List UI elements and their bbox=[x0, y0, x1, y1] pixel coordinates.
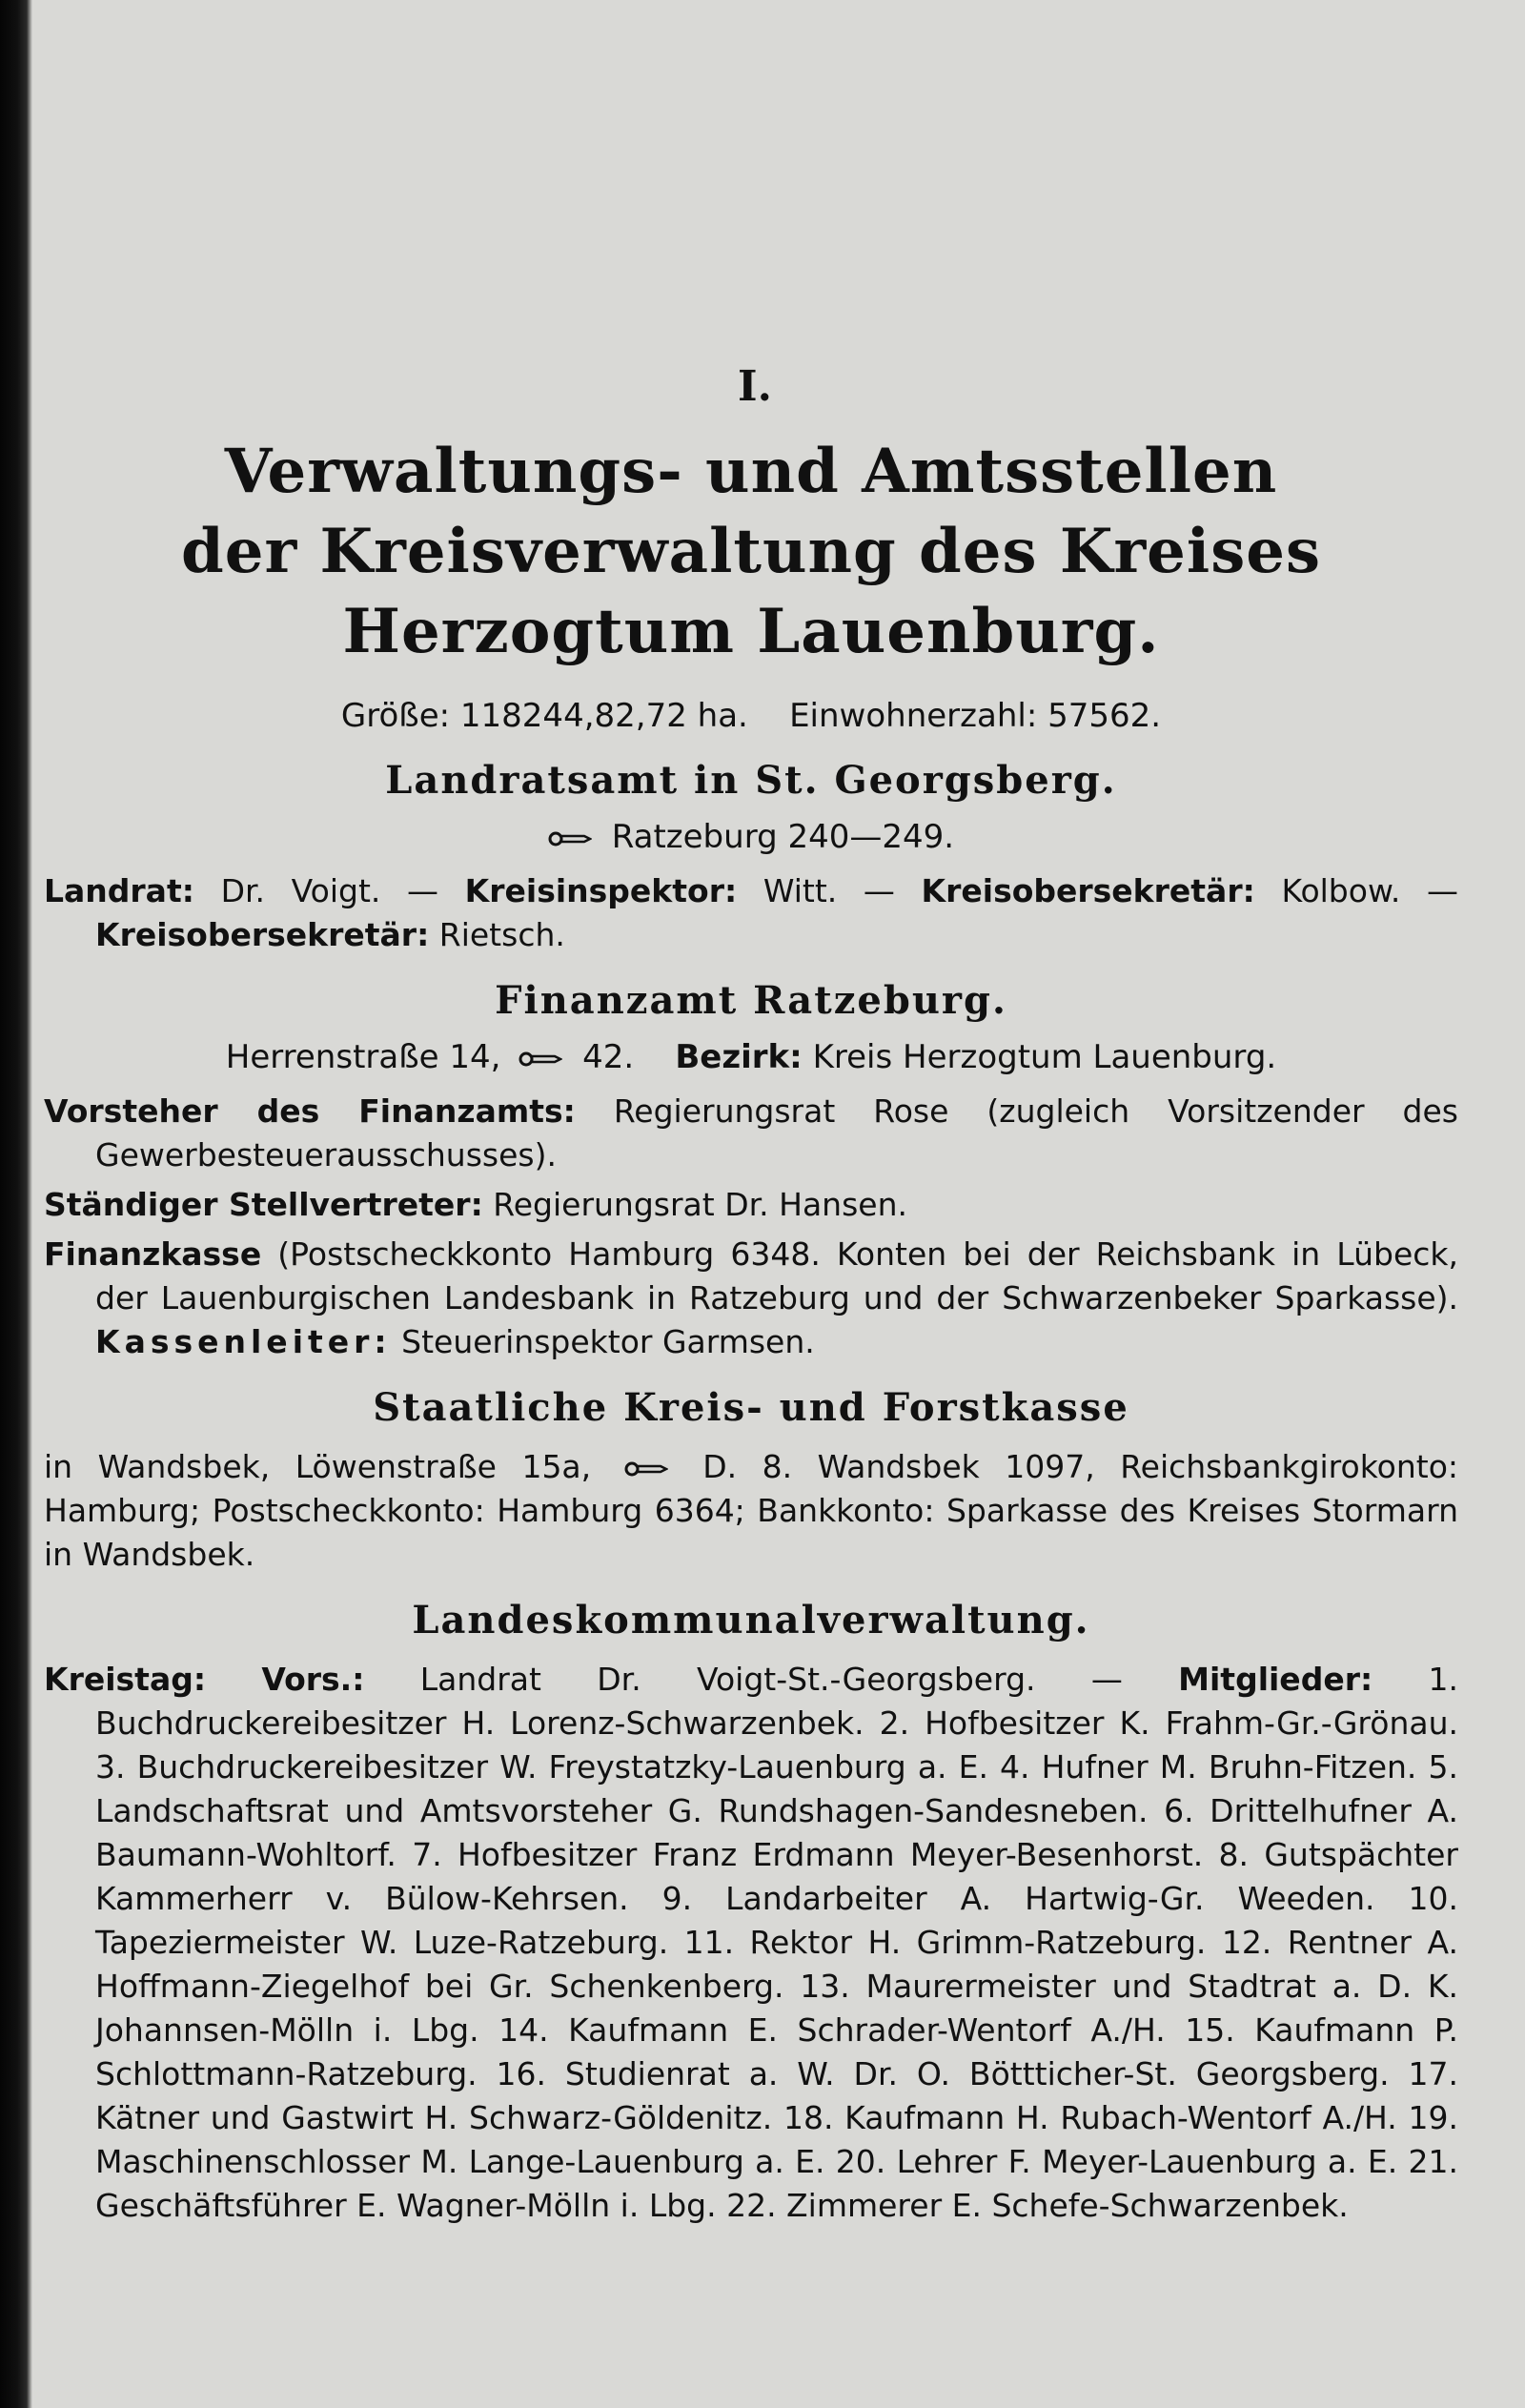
finanzkasse-text: (Postscheckkonto Hamburg 6348. Konten bei der Reichsbank in Lübeck, der Lauenburgischen Landesbank in Ratzeburg und der Schwarzenbeker Sparkasse). bbox=[95, 1235, 1458, 1316]
bezirk-label: Bezirk: bbox=[675, 1038, 803, 1076]
book-binding-edge bbox=[0, 0, 32, 2408]
main-title-line-3: Herzogtum Lauenburg. bbox=[342, 596, 1160, 667]
chapter-numeral: I. bbox=[738, 362, 772, 411]
finanzamt-kasse bbox=[44, 1233, 1458, 1364]
forstkasse-text bbox=[44, 1445, 1458, 1577]
landratsamt-phone bbox=[44, 818, 1458, 856]
finanzamt-street: Herrenstraße 14, bbox=[225, 1038, 501, 1076]
kreisinspektor-label: Kreisinspektor: bbox=[464, 872, 738, 909]
finanzamt-vorsteher bbox=[44, 1090, 1458, 1177]
bezirk-value: Kreis Herzogtum Lauenburg. bbox=[812, 1038, 1277, 1076]
kreistag-label: Kreistag: bbox=[44, 1661, 207, 1698]
vorsteher-label: Vorsteher des Finanzamts: bbox=[44, 1092, 576, 1130]
kreisinspektor-name: Witt. — bbox=[762, 872, 895, 909]
vertreter-text: Regierungsrat Dr. Hansen. bbox=[493, 1186, 907, 1223]
forstkasse-address: in Wandsbek, Löwenstraße 15a, bbox=[44, 1448, 592, 1485]
kreistag-paragraph bbox=[44, 1658, 1458, 2228]
finanzamt-address bbox=[44, 1038, 1458, 1076]
landrat-name: Dr. Voigt. — bbox=[220, 872, 439, 909]
document-body bbox=[44, 362, 1458, 2234]
kreisobersekretaer-name-2: Rietsch. bbox=[438, 916, 565, 953]
kassenleiter-label: Kassenleiter: bbox=[95, 1323, 392, 1360]
size-label: Größe: bbox=[340, 697, 451, 735]
telephone-icon bbox=[518, 1051, 562, 1068]
population-value: 57562. bbox=[1047, 697, 1162, 735]
vorsteher-text: Regierungsrat Rose (zugleich Vorsitzender des Gewerbesteuerausschusses). bbox=[95, 1092, 1458, 1173]
section-title-finanzamt: Finanzamt Ratzeburg. bbox=[495, 978, 1007, 1023]
forstkasse-details: D. 8. Wandsbek 1097, Reichsbankgirokonto: Hamburg; Postscheckkonto: Hamburg 6364; Bankkonto: Sparkasse des Kreises Stormarn in Wandsbek. bbox=[44, 1448, 1459, 1573]
landratsamt-phone-number: Ratzeburg 240—249. bbox=[611, 818, 955, 856]
population-label: Einwohnerzahl: bbox=[789, 697, 1038, 735]
section-title-landratsamt: Landratsamt in St. Georgsberg. bbox=[385, 758, 1117, 803]
vorsitz-label: Vors.: bbox=[261, 1661, 365, 1698]
section-title-landeskommunal: Landeskommunalverwaltung. bbox=[412, 1598, 1090, 1643]
main-title bbox=[44, 432, 1458, 672]
kreisobersekretaer-label-1: Kreisobersekretär: bbox=[921, 872, 1255, 909]
finanzamt-vertreter bbox=[44, 1183, 1458, 1227]
district-facts bbox=[44, 697, 1458, 735]
mitglieder-text: 1. Buchdruckereibesitzer H. Lorenz-Schwarzenbek. 2. Hofbesitzer K. Frahm-Gr.-Grönau. 3. Buchdruckereibesitzer W. Freystatzky-Lauenburg a. E. 4. Hufner M. Bruhn-Fitzen. 5. Landschaftsrat und Amtsvorsteher G. Rundshagen-Sandesneben. 6. Drittelhufner A. Baumann-Wohltorf. 7. Hofbesitzer Franz Erdmann Meyer-Besenhorst. 8. Gutspächter Kammerherr v. Bülow-Kehrsen. 9. Landarbeiter A. Hartwig-Gr. Weeden. 10. Tapeziermeister W. Luze-Ratzeburg. 11. Rektor H. Grimm-Ratzeburg. 12. Rentner A. Hoffmann-Ziegelhof bei Gr. Schenkenberg. 13. Maurermeister und Stadtrat a. D. K. Johannsen-Mölln i. Lbg. 14. Kaufmann E. Schrader-Wentorf A./H. 15. Kaufmann P. Schlottmann-Ratzeburg. 16. Studienrat a. W. Dr. O. Böttticher-St. Georgsberg. 17. Kätner und Gastwirt H. Schwarz-Göldenitz. 18. Kaufmann H. Rubach-Wentorf A./H. 19. Maschinenschlosser M. Lange-Lauenburg a. E. 20. Lehrer F. Meyer-Lauenburg a. E. 21. Geschäftsführer E. Wagner-Mölln i. Lbg. 22. Zimmerer E. Schefe-Schwarzenbek. bbox=[95, 1661, 1458, 2224]
landrat-label: Landrat: bbox=[44, 872, 194, 909]
kassenleiter-text: Steuerinspektor Garmsen. bbox=[401, 1323, 815, 1360]
telephone-icon bbox=[624, 1460, 668, 1478]
main-title-line-1: Verwaltungs- und Amtsstellen bbox=[224, 436, 1278, 507]
size-value: 118244,82,72 ha. bbox=[459, 697, 748, 735]
telephone-icon bbox=[548, 830, 592, 847]
mitglieder-label: Mitglieder: bbox=[1178, 1661, 1373, 1698]
kreisobersekretaer-name-1: Kolbow. — bbox=[1281, 872, 1459, 909]
finanzkasse-label: Finanzkasse bbox=[44, 1235, 262, 1273]
vertreter-label: Ständiger Stellvertreter: bbox=[44, 1186, 483, 1223]
landratsamt-staff bbox=[44, 869, 1458, 957]
finanzamt-phone-number: 42. bbox=[582, 1038, 635, 1076]
section-title-forstkasse: Staatliche Kreis- und Forstkasse bbox=[373, 1385, 1129, 1430]
main-title-line-2: der Kreisverwaltung des Kreises bbox=[181, 516, 1321, 587]
kreisobersekretaer-label-2: Kreisobersekretär: bbox=[95, 916, 430, 953]
vorsitz-text: Landrat Dr. Voigt-St.-Georgsberg. — bbox=[419, 1661, 1123, 1698]
